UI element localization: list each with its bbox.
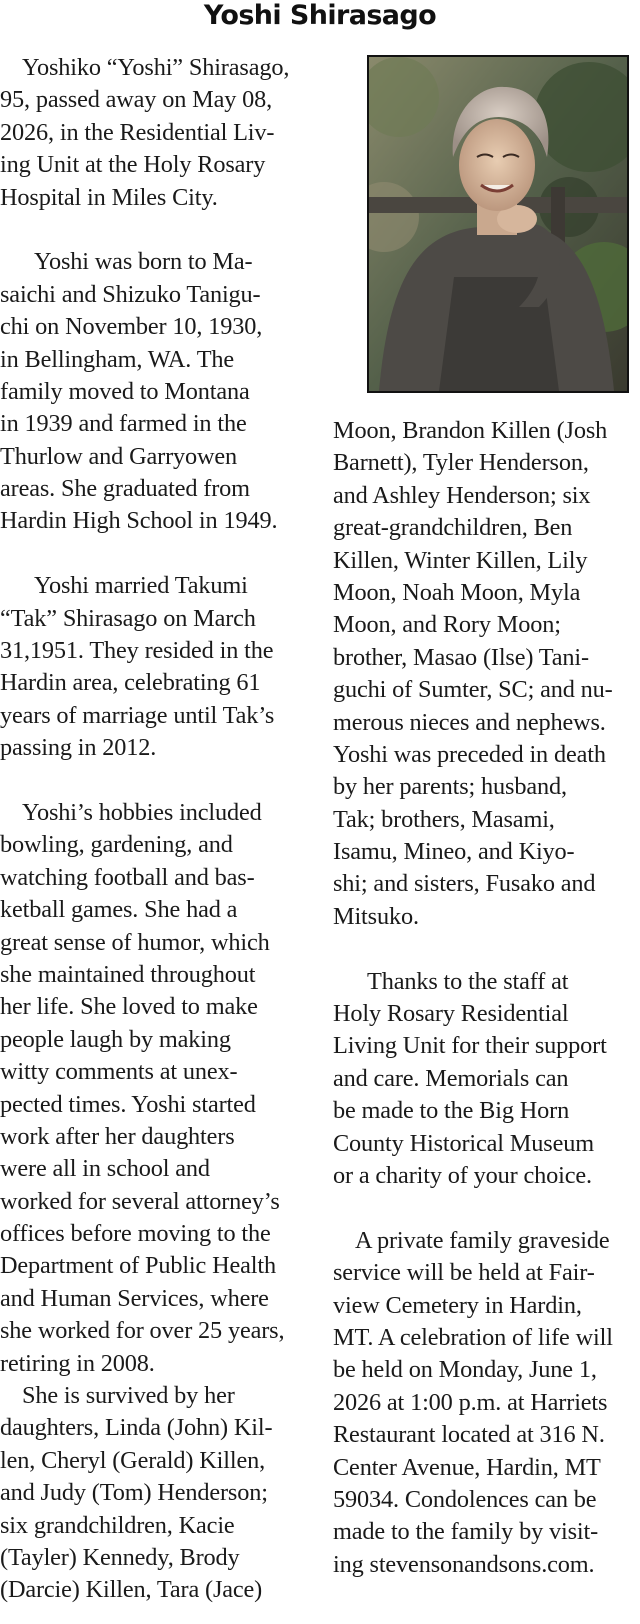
text-line: years of marriage until Tak’s — [0, 701, 275, 729]
text-line: watching football and bas- — [0, 863, 255, 891]
text-line: be made to the Big Horn — [333, 1097, 570, 1125]
text-line: witty comments at unex- — [0, 1058, 238, 1086]
text-line: 2026 at 1:00 p.m. at Harriets — [333, 1388, 608, 1416]
text-line: County Historical Museum — [333, 1129, 594, 1157]
paragraph-gap — [0, 765, 305, 797]
text-line: pected times. Yoshi started — [0, 1090, 256, 1118]
text-line: Restaurant located at 316 N. — [333, 1421, 605, 1449]
obituary-title: Yoshi Shirasago — [203, 0, 437, 31]
text-line: MT. A celebration of life will — [333, 1323, 613, 1351]
text-line: and care. Memorials can — [333, 1064, 569, 1092]
text-line: A private family graveside — [355, 1226, 610, 1254]
text-line: work after her daughters — [0, 1122, 235, 1150]
right-column — [333, 415, 640, 1581]
text-line: retiring in 2008. — [0, 1349, 155, 1377]
text-line: Isamu, Mineo, and Kiyo- — [333, 838, 575, 866]
text-line: guchi of Sumter, SC; and nu- — [333, 676, 613, 704]
text-line: and Human Services, where — [0, 1284, 269, 1312]
text-line: bowling, gardening, and — [0, 831, 233, 859]
text-line: (Tayler) Kennedy, Brody — [0, 1543, 240, 1571]
paragraph-gap — [0, 538, 305, 570]
text-line: areas. She graduated from — [0, 475, 250, 503]
text-line: Hardin area, celebrating 61 — [0, 669, 261, 697]
text-line: Moon, and Rory Moon; — [333, 611, 561, 639]
text-line: Moon, Brandon Killen (Josh — [333, 417, 608, 444]
text-line: Thanks to the staff at — [367, 967, 569, 995]
text-line: view Cemetery in Hardin, — [333, 1291, 582, 1319]
text-line: her life. She loved to make — [0, 993, 258, 1021]
text-line: Living Unit for their support — [333, 1032, 607, 1060]
text-line: or a charity of your choice. — [333, 1161, 592, 1189]
text-line: be held on Monday, June 1, — [333, 1356, 597, 1384]
text-line: Moon, Noah Moon, Myla — [333, 578, 581, 606]
portrait-photo-icon — [369, 57, 627, 391]
text-line: made to the family by visit- — [333, 1518, 599, 1546]
text-line: 59034. Condolences can be — [333, 1485, 597, 1513]
text-line: Hospital in Miles City. — [0, 183, 218, 211]
text-line: Holy Rosary Residential — [333, 1000, 569, 1028]
text-line: 95, passed away on May 08, — [0, 86, 273, 114]
text-line: great sense of humor, which — [0, 928, 270, 956]
text-line: Thurlow and Garryowen — [0, 442, 238, 470]
text-line: in Bellingham, WA. The — [0, 345, 235, 373]
text-line: were all in school and — [0, 1155, 210, 1183]
text-line: len, Cheryl (Gerald) Killen, — [0, 1446, 265, 1474]
text-line: ing stevensonandsons.com. — [333, 1550, 595, 1578]
text-line: 2026, in the Residential Liv- — [0, 118, 275, 146]
text-line: Department of Public Health — [0, 1252, 276, 1280]
text-line: worked for several attorney’s — [0, 1187, 280, 1215]
portrait-photo — [367, 55, 629, 393]
text-line: Hardin High School in 1949. — [0, 507, 278, 535]
paragraph-gap — [333, 1192, 640, 1224]
text-line: by her parents; husband, — [333, 773, 567, 801]
left-column — [0, 52, 305, 1607]
text-line: 31,1951. They resided in the — [0, 637, 274, 665]
paragraph-gap — [0, 214, 305, 246]
text-line: ketball games. She had a — [0, 896, 238, 924]
text-line: and Ashley Henderson; six — [333, 481, 591, 509]
text-line: Yoshi married Takumi — [34, 572, 248, 600]
text-line: Barnett), Tyler Henderson, — [333, 449, 589, 477]
text-line: family moved to Montana — [0, 377, 250, 405]
text-line: daughters, Linda (John) Kil- — [0, 1414, 273, 1442]
paragraph-gap — [333, 933, 640, 965]
text-line: “Tak” Shirasago on March — [0, 604, 256, 632]
text-line: passing in 2012. — [0, 734, 157, 762]
text-line: ing Unit at the Holy Rosary — [0, 151, 266, 179]
text-line: offices before moving to the — [0, 1220, 271, 1248]
text-line: chi on November 10, 1930, — [0, 313, 263, 341]
text-line: brother, Masao (Ilse) Tani- — [333, 643, 589, 671]
text-line: in 1939 and farmed in the — [0, 410, 247, 438]
text-line: merous nieces and nephews. — [333, 708, 606, 736]
text-line: Yoshi’s hobbies included — [22, 798, 262, 826]
text-line: Tak; brothers, Masami, — [333, 805, 555, 833]
text-line: six grandchildren, Kacie — [0, 1511, 235, 1539]
text-line: Mitsuko. — [333, 902, 419, 930]
text-line: and Judy (Tom) Henderson; — [0, 1479, 268, 1507]
text-line: service will be held at Fair- — [333, 1259, 595, 1287]
text-line: people laugh by making — [0, 1025, 231, 1053]
text-line: saichi and Shizuko Tanigu- — [0, 280, 261, 308]
text-line: Killen, Winter Killen, Lily — [333, 546, 588, 574]
text-line: (Darcie) Killen, Tara (Jace) — [0, 1576, 263, 1604]
text-line: shi; and sisters, Fusako and — [333, 870, 596, 898]
text-line: Yoshiko “Yoshi” Shirasago, — [22, 54, 290, 81]
text-line: great-grandchildren, Ben — [333, 514, 573, 542]
text-line: Yoshi was preceded in death — [333, 740, 606, 768]
text-line: Yoshi was born to Ma- — [34, 248, 253, 276]
text-line: she worked for over 25 years, — [0, 1317, 285, 1345]
text-line: she maintained throughout — [0, 960, 256, 988]
text-line: Center Avenue, Hardin, MT — [333, 1453, 601, 1481]
text-line: She is survived by her — [22, 1382, 235, 1410]
